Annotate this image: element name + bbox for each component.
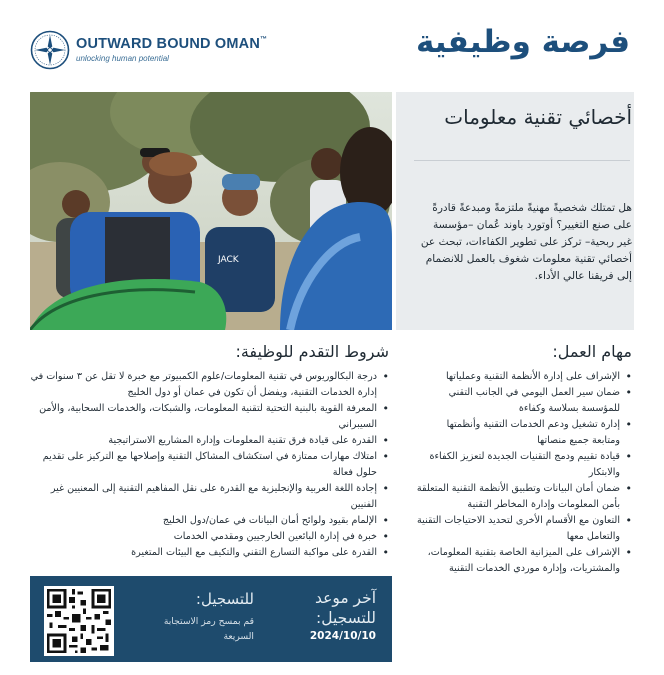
- requirements-list: [29, 369, 389, 561]
- team-photo: [30, 92, 392, 330]
- list-item: • الإشراف على إدارة الأنظمة التقنية وعملياتها: [416, 369, 632, 385]
- list-item: • التعاون مع الأقسام الأخرى لتحديد الاحتياجات التقنية والتعامل معها: [416, 513, 632, 545]
- tasks-list: [416, 369, 632, 577]
- list-item: • المعرفة القوية بالبنية التحتية لتقنية المعلومات، والشبكات، والخدمات السحابية، والأمن السيبراني: [29, 401, 389, 433]
- job-intro: هل تمتلك شخصيةً مهنيةً ملتزمةً ومبدعةً قادرةً على صنع التغيير؟ أوتورد باوند عُمان –مؤسسة غير ربحية– تركز على تطوير الكفاءات، تبحث عن أخصائي تقنية معلومات شغوف بالعمل للانضمام إلى فريقنا عالي الأداء.: [420, 202, 632, 282]
- tasks-heading: مهام العمل:: [552, 342, 632, 361]
- list-item: • إجادة اللغة العربية والإنجليزية مع القدرة على نقل المفاهيم التقنية إلى المعنيين غير الفنيين: [29, 481, 389, 513]
- list-item: • امتلاك مهارات ممتازة في استكشاف المشاكل التقنية وإصلاحها مع التركيز على تقديم حلول فعالة: [29, 449, 389, 481]
- deadline-heading: آخر موعد للتسجيل:: [314, 589, 376, 627]
- svg-text:JACK: JACK: [218, 255, 239, 265]
- list-item: • قيادة تقييم ودمج التقنيات الجديدة لتعزيز الكفاءة والابتكار: [416, 449, 632, 481]
- brand-tagline: unlocking human potential: [76, 54, 169, 63]
- job-title: أخصائي تقنية معلومات: [444, 105, 632, 129]
- title-divider: [414, 160, 630, 161]
- register-instructions: قم بمسح رمز الاستجابة السريعة: [163, 616, 254, 642]
- list-item: • ضمان سير العمل اليومي في الجانب التقني للمؤسسة بسلاسة وكفاءة: [416, 385, 632, 417]
- qr-code[interactable]: [44, 586, 114, 656]
- list-item: • ضمان أمان البيانات وتطبيق الأنظمة التقنية المتعلقة بأمن المعلومات وإدارة المخاطر التقنية: [416, 481, 632, 513]
- brand-name: OUTWARD BOUND OMAN™: [76, 36, 268, 52]
- list-item: • القدرة على قيادة فرق تقنية المعلومات وإدارة المشاريع الاستراتيجية: [29, 433, 389, 449]
- page-title: فرصة وظيفية: [415, 24, 630, 60]
- list-item: • القدرة على مواكبة التسارع التقني والتكيف مع البيئات المتغيرة: [29, 545, 389, 561]
- list-item: • إدارة تشغيل ودعم الخدمات التقنية وأنظمتها ومتابعة جميع منصاتها: [416, 417, 632, 449]
- list-item: • خبرة في إدارة البائعين الخارجيين ومقدمي الخدمات: [29, 529, 389, 545]
- list-item: • درجة البكالوريوس في تقنية المعلومات/علوم الكمبيوتر مع خبرة لا تقل عن ٣ سنوات في إدارة الخدمات التقنية، ويفضل أن تكون في عمان أو دول الخليج: [29, 369, 389, 401]
- list-item: • الإشراف على الميزانية الخاصة بتقنية المعلومات، والمشتريات، وإدارة موردي الخدمات التقنية: [416, 545, 632, 577]
- outward-bound-compass-logo: [30, 30, 70, 70]
- register-heading: للتسجيل:: [195, 590, 254, 608]
- requirements-heading: شروط التقدم للوظيفة:: [235, 342, 389, 361]
- deadline-date: 2024/10/10: [309, 630, 376, 642]
- list-item: • الإلمام بقيود ولوائح أمان البيانات في عمان/دول الخليج: [29, 513, 389, 529]
